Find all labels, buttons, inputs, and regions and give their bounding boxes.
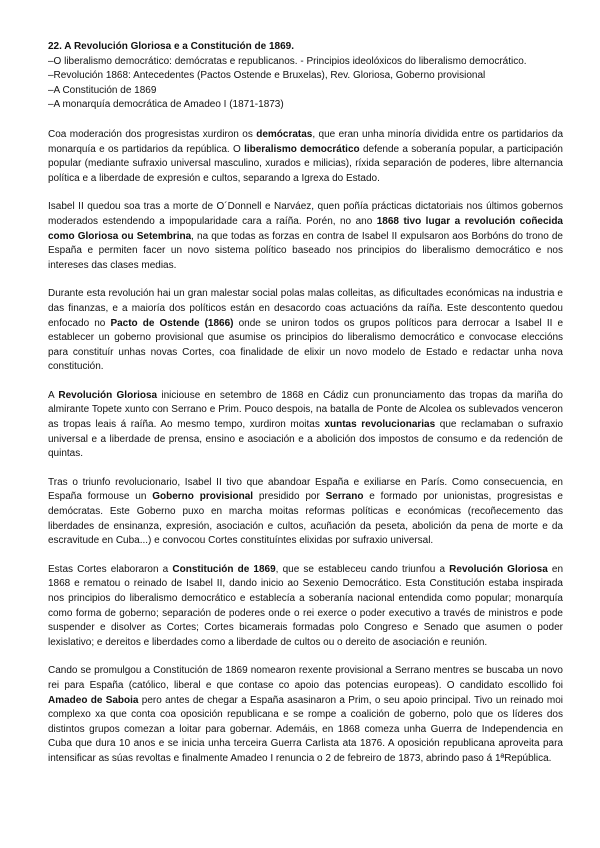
text-run: en 1868 e rematou o reinado de Isabel II, dando inicio ao Sexenio Democrático. Esta Constitución estaba inspirada nos principios do liberalismo democrático e establecía a soberanía nacional entendida como popular; monarquía como forma de goberno; separación de poderes onde o rei exerce o poder executivo a través de ministros e pode suspender e disolver as Cortes; Cortes bicamerais formadas polo Congreso e Senado que asumen o poder lexislativo; e dereitos e liberdades como a liberdade de cultos ou o dereito de asociación e reunión. — [48, 563, 564, 648]
paragraph-glorious-revolution — [48, 389, 563, 462]
bold-text-run: Revolución Gloriosa — [58, 389, 158, 401]
bold-text-run: Amadeo de Saboia — [48, 694, 139, 706]
bold-text-run: liberalismo democrático — [244, 143, 360, 155]
document-title: 22. A Revolución Gloriosa e a Constitución de 1869. — [48, 41, 294, 52]
text-run: e formado por unionistas, progresistas e demócratas. Este Goberno puxo en marcha moitas reformas políticas e económicas (recoñecemento das liberdades de ensinanza, expresión, asociación e cultos, acuñación da peseta, abolición da pena de morte e da escravitude en Cuba...) e convocou Cortes constituíntes elixidas por sufraxio universal. — [48, 491, 563, 547]
text-run: , que se estableceu cando triunfou a — [275, 563, 450, 575]
outline-item: –A Constitución de 1869 — [48, 84, 157, 96]
paragraph-ostende-pact — [48, 287, 563, 375]
outline-item: –A monarquía democrática de Amadeo I (1871-1873) — [48, 99, 284, 111]
document-page — [48, 40, 563, 767]
outline-item: –O liberalismo democrático: demócratas e republicanos. - Principios ideolóxicos do liberalismo democrático. — [48, 55, 527, 67]
paragraph-isabel-ii — [48, 200, 563, 273]
text-run: , que eran unha minoría dividida entre os partidarios da monarquía e os partidarios da república. O — [48, 128, 564, 155]
text-run: iniciouse en setembro de 1868 en Cádiz cun pronunciamento das tropas da mariña do almirante Topete xunto con Serrano e Prim. Pouco despois, na batalla de Ponte de Alcolea os sublevados venceron as tropas leais á raíña. Ao mesmo tempo, xurdiron moitas — [48, 389, 563, 431]
text-run: Tras o triunfo revolucionario, Isabel II tivo que abandoar España e exiliarse en París. Como consecuencia, en España formouse un — [48, 476, 563, 503]
text-run: pero antes de chegar a España asasinaron a Prim, o seu apoio principal. Tivo un reinado moi complexo xa que conta coa oposición republicana e se rompe a coalición de goberno, polo que os líderes dos distintos grupos comezan a loitar para gobernar. Ademáis, en 1868 comeza unha Guerra de Independencia en Cuba que dura 10 anos e se inicia unha terceira Guerra Carlista ata 1876. A oposición republicana aproveita para intensificar as súas revoltas e finalmente Amadeo I renuncia o 2 de febreiro de 1873, abrindo paso á 1ªRepública. — [48, 694, 564, 764]
paragraph-provisional-government — [48, 476, 563, 549]
bold-text-run: Constitución de 1869 — [172, 563, 276, 575]
text-run: onde se uniron todos os grupos políticos para derrocar a Isabel II e establecer un goberno provisional que asumise os principios do liberalismo democrático e convocase eleccións para constituír unhas novas Cortes, coa finalidade de elixir un novo modelo de Estado e redactar unha nova constitución. — [48, 317, 564, 373]
bold-text-run: 1868 tivo lugar a revolución coñecida como Gloriosa ou Setembrina — [48, 215, 563, 242]
text-run: Estas Cortes elaboraron a — [48, 563, 173, 575]
bold-text-run: Revolución Gloriosa — [449, 563, 548, 575]
text-run: Cando se promulgou a Constitución de 1869 nomearon rexente provisional a Serrano mentres se buscaba un novo rei para España (católico, liberal e que contase co apoio das potencias europeas). O candidato escollido foi — [48, 665, 563, 691]
text-run: Coa moderación dos progresistas xurdiron os — [48, 128, 257, 140]
text-run: Durante esta revolución hai un gran malestar social polas malas colleitas, as dificultades económicas na industria e das finanzas, e a maioría dos políticos están en desacordo coas actuacións da raíña. Este descontento quedou enfocado no — [48, 288, 563, 329]
text-run: defende a soberanía popular, a participación popular (mediante sufraxio universal masculino, xurados e milicias), ríxida separación de poderes, libre alternancia política e a liberdade de expresión e cultos, separando a Igrexa do Estado. — [48, 143, 563, 184]
text-run: que reclamaban o sufraxio universal e a liberdade de prensa, ensino e asociación e a abolición dos impostos de consumo e da redención de quintas. — [48, 419, 564, 460]
bold-text-run: Pacto de Ostende (1866) — [110, 317, 234, 329]
topic-outline — [48, 55, 563, 113]
bold-text-run: xuntas revolucionarias — [324, 419, 436, 431]
text-run: presidido por — [253, 491, 326, 503]
text-run: A — [48, 389, 59, 401]
bold-text-run: Goberno provisional — [152, 491, 254, 503]
paragraph-amadeo — [48, 664, 563, 766]
text-run: , na que todas as forzas en contra de Isabel II expulsaron aos Borbóns do trono de España e permiten facer un novo sistema político baseado nos principios do liberalismo democrático e nos intereses das clases medias. — [48, 230, 563, 271]
bold-text-run: Serrano — [325, 491, 364, 503]
paragraph-democrats — [48, 128, 563, 186]
paragraph-constitution-1869 — [48, 563, 563, 651]
text-run: Isabel II quedou soa tras a morte de O´Donnell e Narváez, quen poñía prácticas dictatoriais nos últimos gobernos moderados estendendo a impopularidade cara a raíña. Porén, no ano — [48, 201, 563, 227]
bold-text-run: demócratas — [256, 128, 313, 140]
outline-item: –Revolución 1868: Antecedentes (Pactos Ostende e Bruxelas), Rev. Gloriosa, Goberno provisional — [48, 70, 486, 82]
